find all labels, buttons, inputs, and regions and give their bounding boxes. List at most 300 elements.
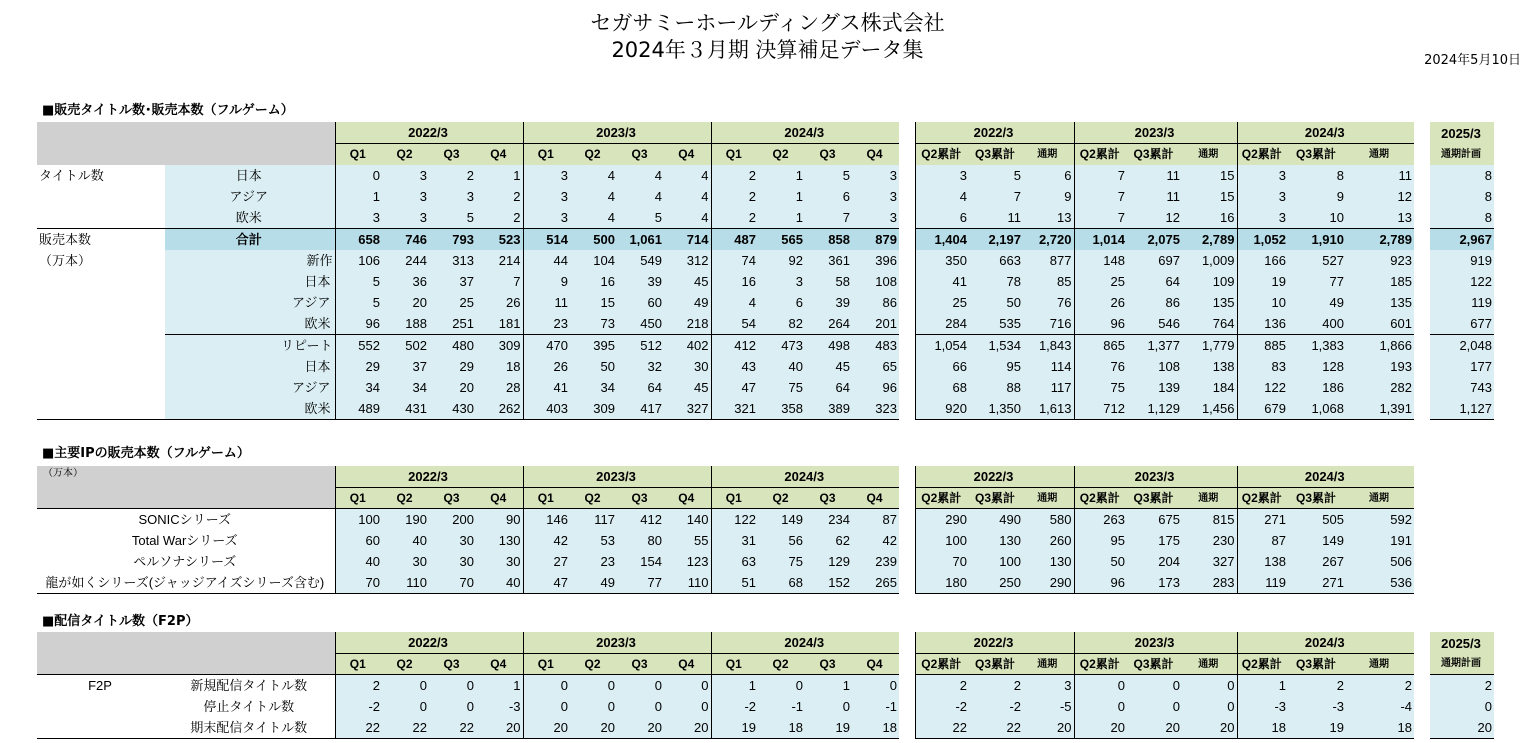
fy-header: 2024/3 bbox=[711, 632, 899, 654]
quarter-value: 0 bbox=[617, 696, 664, 717]
quarter-value: 2 bbox=[335, 675, 382, 697]
quarter-value: 40 bbox=[476, 572, 523, 594]
gap bbox=[899, 356, 915, 377]
cumulative-value: 2 bbox=[969, 675, 1023, 697]
quarter-value: 43 bbox=[711, 356, 758, 377]
cumulative-header: Q3累計 bbox=[1127, 144, 1182, 165]
quarter-value: 16 bbox=[711, 271, 758, 292]
quarter-value: 389 bbox=[805, 398, 852, 420]
quarter-value: 1 bbox=[476, 165, 523, 186]
cumulative-value: 490 bbox=[969, 509, 1023, 531]
row-group-label: F2P bbox=[37, 675, 165, 697]
cumulative-value: 6 bbox=[1023, 165, 1074, 186]
cumulative-value: 885 bbox=[1237, 334, 1288, 356]
gap bbox=[899, 334, 915, 356]
cumulative-value: 22 bbox=[915, 717, 969, 739]
cumulative-value: 271 bbox=[1237, 509, 1288, 531]
quarter-value: 4 bbox=[664, 207, 711, 229]
quarter-value: 58 bbox=[805, 271, 852, 292]
quarter-header: Q1 bbox=[335, 488, 382, 509]
cumulative-header: Q2累計 bbox=[1237, 144, 1288, 165]
quarter-value: 0 bbox=[758, 675, 805, 697]
cumulative-value: 19 bbox=[1288, 717, 1346, 739]
quarter-value: 20 bbox=[617, 717, 664, 739]
cumulative-value: 1,068 bbox=[1288, 398, 1346, 420]
quarter-value: 3 bbox=[852, 186, 899, 207]
quarter-value: 1 bbox=[711, 675, 758, 697]
cumulative-value: 76 bbox=[1023, 292, 1074, 313]
quarter-value: 37 bbox=[429, 271, 476, 292]
cumulative-value: 1,843 bbox=[1023, 334, 1074, 356]
quarter-header: Q2 bbox=[758, 144, 805, 165]
quarter-header: Q2 bbox=[382, 144, 429, 165]
row-group-label: （万本） bbox=[39, 252, 92, 268]
cumulative-value: 1,456 bbox=[1182, 398, 1237, 420]
cumulative-value: 1,866 bbox=[1346, 334, 1414, 356]
cumulative-value: 18 bbox=[1346, 717, 1414, 739]
quarter-value: 512 bbox=[617, 334, 664, 356]
cumulative-value: 8 bbox=[1288, 165, 1346, 186]
cumulative-value: -4 bbox=[1346, 696, 1414, 717]
quarter-value: 188 bbox=[382, 313, 429, 335]
quarter-value: 34 bbox=[335, 377, 382, 398]
row-group-label bbox=[37, 271, 165, 292]
plan-value: 20 bbox=[1430, 717, 1494, 739]
gap bbox=[1414, 122, 1430, 144]
quarter-header: Q2 bbox=[570, 144, 617, 165]
cumulative-value: 186 bbox=[1288, 377, 1346, 398]
quarter-value: 129 bbox=[805, 551, 852, 572]
gap bbox=[1414, 207, 1430, 229]
fy-header: 2023/3 bbox=[523, 122, 711, 144]
cumulative-value: 25 bbox=[1074, 271, 1127, 292]
quarter-value: 0 bbox=[570, 675, 617, 697]
cumulative-value: 815 bbox=[1182, 509, 1237, 531]
quarter-value: 47 bbox=[711, 377, 758, 398]
quarter-header: Q2 bbox=[382, 654, 429, 675]
quarter-value: 473 bbox=[758, 334, 805, 356]
quarter-value: 4 bbox=[570, 165, 617, 186]
quarter-header: Q1 bbox=[335, 144, 382, 165]
gap bbox=[899, 144, 915, 165]
cumulative-value: 64 bbox=[1127, 271, 1182, 292]
cumulative-value: 1,779 bbox=[1182, 334, 1237, 356]
cumulative-header: Q2累計 bbox=[1237, 488, 1288, 509]
cumulative-value: 3 bbox=[1023, 675, 1074, 697]
gap bbox=[1414, 356, 1430, 377]
plan-value: 2,048 bbox=[1430, 334, 1494, 356]
cumulative-value: 506 bbox=[1346, 551, 1414, 572]
cumulative-value: 184 bbox=[1182, 377, 1237, 398]
ip-row-label: ペルソナシリーズ bbox=[133, 554, 237, 569]
ip-row-label: 龍が如くシリーズ(ジャッジアイズシリーズ含む) bbox=[37, 572, 335, 594]
quarter-header: Q1 bbox=[711, 488, 758, 509]
quarter-value: 19 bbox=[711, 717, 758, 739]
quarter-value: 3 bbox=[852, 165, 899, 186]
sales-table bbox=[37, 122, 1494, 420]
quarter-value: 1 bbox=[758, 165, 805, 186]
cumulative-value: 0 bbox=[1182, 696, 1237, 717]
cumulative-value: 114 bbox=[1023, 356, 1074, 377]
quarter-value: 60 bbox=[335, 530, 382, 551]
quarter-value: 1 bbox=[805, 675, 852, 697]
fy-cum-header: 2022/3 bbox=[915, 122, 1074, 144]
row-group-label bbox=[37, 292, 165, 313]
plan-value: 8 bbox=[1430, 186, 1494, 207]
row-group-label bbox=[37, 717, 165, 739]
gap bbox=[899, 271, 915, 292]
quarter-value: 1 bbox=[476, 675, 523, 697]
cumulative-value: 88 bbox=[969, 377, 1023, 398]
quarter-value: 31 bbox=[711, 530, 758, 551]
cumulative-header: 通期 bbox=[1182, 488, 1237, 509]
quarter-header: Q1 bbox=[711, 654, 758, 675]
cumulative-value: 130 bbox=[969, 530, 1023, 551]
quarter-value: 483 bbox=[852, 334, 899, 356]
quarter-value: 96 bbox=[335, 313, 382, 335]
row-group-label bbox=[37, 334, 165, 356]
quarter-header: Q2 bbox=[758, 654, 805, 675]
quarter-value: 26 bbox=[523, 356, 570, 377]
gap bbox=[1414, 228, 1430, 250]
cumulative-value: 68 bbox=[915, 377, 969, 398]
f2p-table bbox=[37, 632, 1494, 739]
cumulative-value: 267 bbox=[1288, 551, 1346, 572]
cumulative-header: Q2累計 bbox=[1074, 654, 1127, 675]
row-label: 停止タイトル数 bbox=[203, 699, 295, 714]
cumulative-value: 136 bbox=[1237, 313, 1288, 335]
quarter-value: 0 bbox=[382, 675, 429, 697]
quarter-value: 4 bbox=[570, 186, 617, 207]
quarter-value: 23 bbox=[523, 313, 570, 335]
quarter-value: 417 bbox=[617, 398, 664, 420]
quarter-value: 0 bbox=[664, 675, 711, 697]
quarter-value: 0 bbox=[805, 696, 852, 717]
cumulative-value: 11 bbox=[1346, 165, 1414, 186]
fy-cum-header: 2023/3 bbox=[1074, 466, 1237, 488]
quarter-value: 3 bbox=[523, 207, 570, 229]
plan-value: 919 bbox=[1430, 250, 1494, 271]
gap bbox=[899, 696, 915, 717]
cumulative-header: Q3累計 bbox=[1288, 488, 1346, 509]
cumulative-value: 9 bbox=[1023, 186, 1074, 207]
plan-value: 2,967 bbox=[1430, 228, 1494, 250]
quarter-value: 123 bbox=[664, 551, 711, 572]
quarter-value: 0 bbox=[617, 675, 664, 697]
quarter-value: 90 bbox=[476, 509, 523, 531]
cumulative-value: 7 bbox=[1074, 207, 1127, 229]
quarter-value: 1 bbox=[758, 186, 805, 207]
cumulative-value: 1,534 bbox=[969, 334, 1023, 356]
cumulative-value: 697 bbox=[1127, 250, 1182, 271]
quarter-value: 82 bbox=[758, 313, 805, 335]
quarter-value: 0 bbox=[382, 696, 429, 717]
cumulative-value: 50 bbox=[969, 292, 1023, 313]
cumulative-value: 87 bbox=[1237, 530, 1288, 551]
cumulative-value: 1,014 bbox=[1074, 228, 1127, 250]
cumulative-value: 96 bbox=[1074, 572, 1127, 594]
gap bbox=[1414, 186, 1430, 207]
cumulative-value: 1 bbox=[1237, 675, 1288, 697]
quarter-value: 262 bbox=[476, 398, 523, 420]
fy-cum-header: 2024/3 bbox=[1237, 466, 1414, 488]
cumulative-value: 290 bbox=[1023, 572, 1074, 594]
quarter-value: 22 bbox=[335, 717, 382, 739]
fy-header: 2024/3 bbox=[711, 122, 899, 144]
cumulative-value: 15 bbox=[1182, 165, 1237, 186]
cumulative-value: 12 bbox=[1127, 207, 1182, 229]
quarter-value: 361 bbox=[805, 250, 852, 271]
quarter-value: 104 bbox=[570, 250, 617, 271]
cumulative-header: Q3累計 bbox=[969, 488, 1023, 509]
cumulative-value: 250 bbox=[969, 572, 1023, 594]
row-group-label bbox=[37, 696, 165, 717]
quarter-value: 28 bbox=[476, 377, 523, 398]
quarter-value: 2 bbox=[429, 165, 476, 186]
cumulative-header: Q3累計 bbox=[969, 144, 1023, 165]
quarter-value: 11 bbox=[523, 292, 570, 313]
plan-fy-header: 2025/3 bbox=[1430, 122, 1494, 144]
quarter-header: Q1 bbox=[523, 144, 570, 165]
gap bbox=[1414, 377, 1430, 398]
quarter-value: 9 bbox=[523, 271, 570, 292]
cumulative-value: 877 bbox=[1023, 250, 1074, 271]
cumulative-value: 923 bbox=[1346, 250, 1414, 271]
quarter-value: 25 bbox=[429, 292, 476, 313]
quarter-header: Q4 bbox=[476, 144, 523, 165]
quarter-value: 152 bbox=[805, 572, 852, 594]
cumulative-value: 75 bbox=[1074, 377, 1127, 398]
quarter-value: 75 bbox=[758, 377, 805, 398]
quarter-header: Q1 bbox=[523, 488, 570, 509]
row-label: 日本 bbox=[165, 356, 335, 377]
cumulative-value: 1,383 bbox=[1288, 334, 1346, 356]
quarter-value: 5 bbox=[335, 271, 382, 292]
cumulative-value: 6 bbox=[915, 207, 969, 229]
quarter-value: 5 bbox=[429, 207, 476, 229]
cumulative-value: 2 bbox=[1346, 675, 1414, 697]
fy-cum-header: 2022/3 bbox=[915, 632, 1074, 654]
fy-header: 2022/3 bbox=[335, 466, 523, 488]
quarter-value: 746 bbox=[382, 228, 429, 250]
gap bbox=[1414, 675, 1430, 697]
quarter-value: 7 bbox=[476, 271, 523, 292]
quarter-value: 201 bbox=[852, 313, 899, 335]
quarter-value: 3 bbox=[382, 207, 429, 229]
quarter-value: 3 bbox=[758, 271, 805, 292]
cumulative-value: -3 bbox=[1288, 696, 1346, 717]
quarter-value: 117 bbox=[570, 509, 617, 531]
quarter-value: 40 bbox=[335, 551, 382, 572]
quarter-value: 108 bbox=[852, 271, 899, 292]
quarter-value: 106 bbox=[335, 250, 382, 271]
cumulative-header: 通期 bbox=[1346, 144, 1414, 165]
gap bbox=[1414, 334, 1430, 356]
cumulative-value: 77 bbox=[1288, 271, 1346, 292]
cumulative-header: Q2累計 bbox=[915, 654, 969, 675]
gap bbox=[899, 250, 915, 271]
quarter-value: 122 bbox=[711, 509, 758, 531]
quarter-value: 5 bbox=[805, 165, 852, 186]
quarter-value: 190 bbox=[382, 509, 429, 531]
quarter-value: 181 bbox=[476, 313, 523, 335]
cumulative-value: 2,197 bbox=[969, 228, 1023, 250]
cumulative-value: 679 bbox=[1237, 398, 1288, 420]
fy-header: 2022/3 bbox=[335, 122, 523, 144]
gap bbox=[899, 122, 915, 144]
cumulative-value: 0 bbox=[1074, 696, 1127, 717]
row-group-label bbox=[37, 207, 165, 229]
quarter-value: 29 bbox=[335, 356, 382, 377]
cumulative-value: 663 bbox=[969, 250, 1023, 271]
row-group-label bbox=[37, 377, 165, 398]
quarter-value: 879 bbox=[852, 228, 899, 250]
cumulative-value: 260 bbox=[1023, 530, 1074, 551]
quarter-value: 30 bbox=[382, 551, 429, 572]
plan-label-header: 通期計画 bbox=[1430, 144, 1494, 165]
quarter-value: 200 bbox=[429, 509, 476, 531]
cumulative-value: 327 bbox=[1182, 551, 1237, 572]
quarter-value: 73 bbox=[570, 313, 617, 335]
quarter-header: Q3 bbox=[805, 654, 852, 675]
cumulative-value: 9 bbox=[1288, 186, 1346, 207]
plan-value: 677 bbox=[1430, 313, 1494, 335]
quarter-value: 412 bbox=[617, 509, 664, 531]
cumulative-value: 180 bbox=[915, 572, 969, 594]
gap bbox=[899, 398, 915, 420]
cumulative-value: 22 bbox=[969, 717, 1023, 739]
quarter-value: 30 bbox=[664, 356, 711, 377]
quarter-value: 64 bbox=[617, 377, 664, 398]
plan-value: 743 bbox=[1430, 377, 1494, 398]
quarter-value: 2 bbox=[711, 207, 758, 229]
cumulative-value: 100 bbox=[969, 551, 1023, 572]
cumulative-value: 149 bbox=[1288, 530, 1346, 551]
quarter-value: 20 bbox=[476, 717, 523, 739]
ip-row-label: Total Warシリーズ bbox=[131, 533, 238, 548]
gap bbox=[1414, 696, 1430, 717]
row-group-label bbox=[37, 186, 165, 207]
gap bbox=[1414, 398, 1430, 420]
cumulative-value: 592 bbox=[1346, 509, 1414, 531]
cumulative-value: 135 bbox=[1182, 292, 1237, 313]
quarter-value: 96 bbox=[852, 377, 899, 398]
quarter-value: 487 bbox=[711, 228, 758, 250]
quarter-value: 140 bbox=[664, 509, 711, 531]
cumulative-value: 0 bbox=[1127, 696, 1182, 717]
quarter-value: 0 bbox=[523, 675, 570, 697]
quarter-value: 309 bbox=[570, 398, 617, 420]
gap bbox=[899, 632, 915, 654]
cumulative-value: 2 bbox=[1288, 675, 1346, 697]
quarter-value: 500 bbox=[570, 228, 617, 250]
quarter-value: 714 bbox=[664, 228, 711, 250]
quarter-value: 234 bbox=[805, 509, 852, 531]
quarter-value: 77 bbox=[617, 572, 664, 594]
quarter-value: 4 bbox=[617, 186, 664, 207]
cumulative-value: 1,054 bbox=[915, 334, 969, 356]
plan-value: 1,127 bbox=[1430, 398, 1494, 420]
cumulative-value: 66 bbox=[915, 356, 969, 377]
cumulative-value: -2 bbox=[915, 696, 969, 717]
gap bbox=[899, 551, 915, 572]
quarter-value: 20 bbox=[664, 717, 711, 739]
quarter-header: Q3 bbox=[805, 488, 852, 509]
cumulative-value: 20 bbox=[1127, 717, 1182, 739]
gap bbox=[899, 488, 915, 509]
quarter-value: 4 bbox=[711, 292, 758, 313]
cumulative-value: 535 bbox=[969, 313, 1023, 335]
gap bbox=[899, 228, 915, 250]
gap bbox=[899, 165, 915, 186]
quarter-header: Q4 bbox=[664, 488, 711, 509]
quarter-value: 22 bbox=[429, 717, 476, 739]
cumulative-value: 1,052 bbox=[1237, 228, 1288, 250]
gap bbox=[899, 654, 915, 675]
quarter-value: 3 bbox=[429, 186, 476, 207]
quarter-value: 30 bbox=[429, 551, 476, 572]
cumulative-value: 263 bbox=[1074, 509, 1127, 531]
row-label: 欧米 bbox=[165, 207, 335, 229]
quarter-value: 45 bbox=[805, 356, 852, 377]
row-label: 期末配信タイトル数 bbox=[165, 717, 335, 739]
cumulative-value: 175 bbox=[1127, 530, 1182, 551]
cumulative-value: 230 bbox=[1182, 530, 1237, 551]
cumulative-value: -3 bbox=[1237, 696, 1288, 717]
quarter-header: Q2 bbox=[382, 488, 429, 509]
cumulative-value: 20 bbox=[1182, 717, 1237, 739]
cumulative-value: 3 bbox=[1237, 165, 1288, 186]
quarter-value: 489 bbox=[335, 398, 382, 420]
quarter-value: 218 bbox=[664, 313, 711, 335]
cumulative-value: 135 bbox=[1346, 292, 1414, 313]
cumulative-value: 1,910 bbox=[1288, 228, 1346, 250]
cumulative-value: 1,350 bbox=[969, 398, 1023, 420]
cumulative-value: 283 bbox=[1182, 572, 1237, 594]
cumulative-value: 85 bbox=[1023, 271, 1074, 292]
cumulative-value: 20 bbox=[1023, 717, 1074, 739]
quarter-value: 312 bbox=[664, 250, 711, 271]
quarter-value: 40 bbox=[382, 530, 429, 551]
quarter-value: 0 bbox=[852, 675, 899, 697]
quarter-value: 70 bbox=[429, 572, 476, 594]
fy-cum-header: 2022/3 bbox=[915, 466, 1074, 488]
cumulative-value: 122 bbox=[1237, 377, 1288, 398]
gap bbox=[899, 377, 915, 398]
quarter-value: 110 bbox=[382, 572, 429, 594]
quarter-value: 36 bbox=[382, 271, 429, 292]
cumulative-header: Q3累計 bbox=[1127, 488, 1182, 509]
cumulative-value: 13 bbox=[1346, 207, 1414, 229]
quarter-value: 65 bbox=[852, 356, 899, 377]
cumulative-value: 527 bbox=[1288, 250, 1346, 271]
quarter-value: 523 bbox=[476, 228, 523, 250]
quarter-value: 22 bbox=[382, 717, 429, 739]
cumulative-value: 350 bbox=[915, 250, 969, 271]
ip-row-label: SONICシリーズ bbox=[37, 509, 335, 531]
cumulative-value: 204 bbox=[1127, 551, 1182, 572]
quarter-header: Q4 bbox=[852, 654, 899, 675]
gap bbox=[899, 207, 915, 229]
quarter-value: 4 bbox=[664, 186, 711, 207]
cumulative-value: 1,613 bbox=[1023, 398, 1074, 420]
cumulative-value: 76 bbox=[1074, 356, 1127, 377]
quarter-value: 80 bbox=[617, 530, 664, 551]
cumulative-value: 2,720 bbox=[1023, 228, 1074, 250]
cumulative-header: Q3累計 bbox=[1288, 144, 1346, 165]
quarter-value: 470 bbox=[523, 334, 570, 356]
gap bbox=[899, 675, 915, 697]
